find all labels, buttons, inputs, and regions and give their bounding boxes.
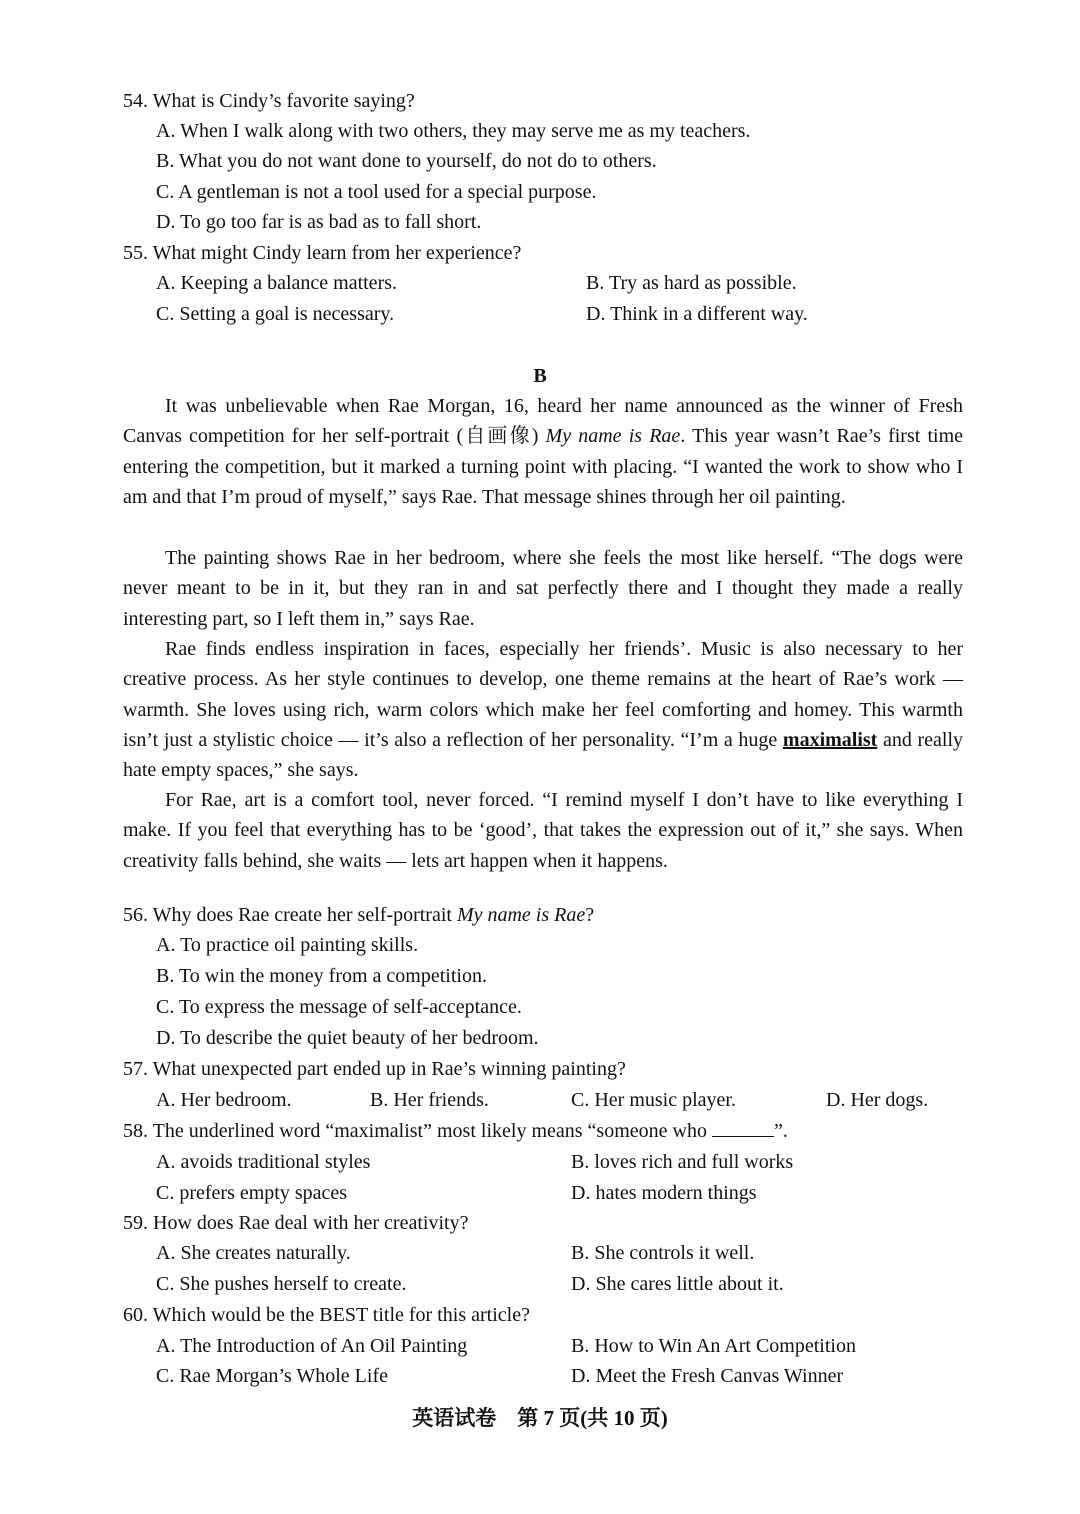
q55-stem: 55. What might Cindy learn from her experience? bbox=[123, 242, 522, 264]
q58-option-c: C. prefers empty spaces bbox=[156, 1182, 348, 1204]
q59-option-d: D. She cares little about it. bbox=[571, 1273, 784, 1295]
q59-option-a: A. She creates naturally. bbox=[156, 1242, 351, 1264]
q56-option-c: C. To express the message of self-acceptance. bbox=[156, 996, 522, 1018]
q60-option-a: A. The Introduction of An Oil Painting bbox=[156, 1335, 468, 1357]
p2-text: The painting shows Rae in her bedroom, where she feels the most like herself. “The dogs were never meant to be in it, but they ran in and sat perfectly there and I thought they made a really interesting part, so I left them in,” says Rae. bbox=[123, 547, 963, 630]
passage-paragraph-1 bbox=[123, 391, 963, 512]
passage-heading: B bbox=[533, 365, 547, 387]
p3-text-b: and really hate empty spaces,” she says. bbox=[123, 728, 964, 782]
q56-option-d: D. To describe the quiet beauty of her bedroom. bbox=[156, 1027, 539, 1049]
q56-stem-b: ? bbox=[585, 904, 595, 926]
q59-option-c: C. She pushes herself to create. bbox=[156, 1273, 407, 1295]
underlined-word-maximalist: maximalist bbox=[782, 728, 878, 751]
q58-option-b: B. loves rich and full works bbox=[571, 1151, 794, 1173]
q54-option-a: A. When I walk along with two others, they may serve me as my teachers. bbox=[156, 120, 751, 142]
q55-option-d: D. Think in a different way. bbox=[586, 303, 808, 325]
p1-painting-title: My name is Rae bbox=[545, 425, 681, 448]
q60-stem: 60. Which would be the BEST title for this article? bbox=[123, 1304, 530, 1326]
q59-option-b: B. She controls it well. bbox=[571, 1242, 755, 1264]
p1-text-a: It was unbelievable when Rae Morgan, 16, heard her name announced as the winner of Fresh Canvas competition for her self-portrait (自画像) bbox=[123, 395, 963, 448]
q54-stem: 54. What is Cindy’s favorite saying? bbox=[123, 90, 415, 112]
p1-text-b: . This year wasn’t Rae’s first time entering the competition, but it marked a turning point with placing. “I wanted the work to show who I am and that I’m proud of myself,” says Rae. That message shines through her oil painting. bbox=[123, 425, 964, 508]
q60-option-c: C. Rae Morgan’s Whole Life bbox=[156, 1365, 388, 1387]
q54-option-b: B. What you do not want done to yourself, do not do to others. bbox=[156, 150, 657, 172]
q57-option-b: B. Her friends. bbox=[370, 1089, 489, 1111]
answer-blank bbox=[712, 1118, 774, 1137]
q55-option-a: A. Keeping a balance matters. bbox=[156, 272, 398, 294]
q59-stem: 59. How does Rae deal with her creativity? bbox=[123, 1212, 469, 1234]
q58-stem bbox=[123, 1118, 788, 1144]
q57-stem: 57. What unexpected part ended up in Rae’s winning painting? bbox=[123, 1058, 626, 1080]
passage-paragraph-4 bbox=[123, 785, 963, 876]
q54-option-c: C. A gentleman is not a tool used for a special purpose. bbox=[156, 181, 597, 203]
q60-option-b: B. How to Win An Art Competition bbox=[571, 1335, 856, 1357]
q56-stem bbox=[123, 902, 594, 928]
q56-option-a: A. To practice oil painting skills. bbox=[156, 934, 419, 956]
q56-stem-a: 56. Why does Rae create her self-portrait bbox=[123, 904, 457, 926]
q55-option-c: C. Setting a goal is necessary. bbox=[156, 303, 395, 325]
q57-option-a: A. Her bedroom. bbox=[156, 1089, 292, 1111]
p4-text: For Rae, art is a comfort tool, never forced. “I remind myself I don’t have to like everything I make. If you feel that everything has to be ‘good’, that takes the expression out of it,” she says. When creativity falls behind, she waits — lets art happen when it happens. bbox=[123, 789, 963, 872]
q58-stem-b: ”. bbox=[773, 1120, 788, 1142]
q57-option-c: C. Her music player. bbox=[571, 1089, 736, 1111]
q55-option-b: B. Try as hard as possible. bbox=[586, 272, 797, 294]
q54-option-d: D. To go too far is as bad as to fall short. bbox=[156, 211, 482, 233]
passage-paragraph-3 bbox=[123, 634, 963, 785]
q58-stem-a: 58. The underlined word “maximalist” most likely means “someone who bbox=[123, 1120, 712, 1142]
q56-option-b: B. To win the money from a competition. bbox=[156, 965, 487, 987]
q60-option-d: D. Meet the Fresh Canvas Winner bbox=[571, 1365, 844, 1387]
q58-option-d: D. hates modern things bbox=[571, 1182, 757, 1204]
passage-paragraph-2 bbox=[123, 543, 963, 634]
q57-option-d: D. Her dogs. bbox=[826, 1089, 929, 1111]
p3-text-a: Rae finds endless inspiration in faces, especially her friends’. Music is also necessary to her creative process. As her style continues to develop, one theme remains at the heart of Rae’s work — warmth. She loves using rich, warm colors which make her feel comforting and homey. This warmth isn’t just a stylistic choice — it’s also a reflection of her personality. “I’m a huge bbox=[123, 638, 963, 751]
q58-option-a: A. avoids traditional styles bbox=[156, 1151, 371, 1173]
q56-stem-title: My name is Rae bbox=[456, 904, 586, 926]
page-footer: 英语试卷 第 7 页(共 10 页) bbox=[412, 1406, 668, 1430]
